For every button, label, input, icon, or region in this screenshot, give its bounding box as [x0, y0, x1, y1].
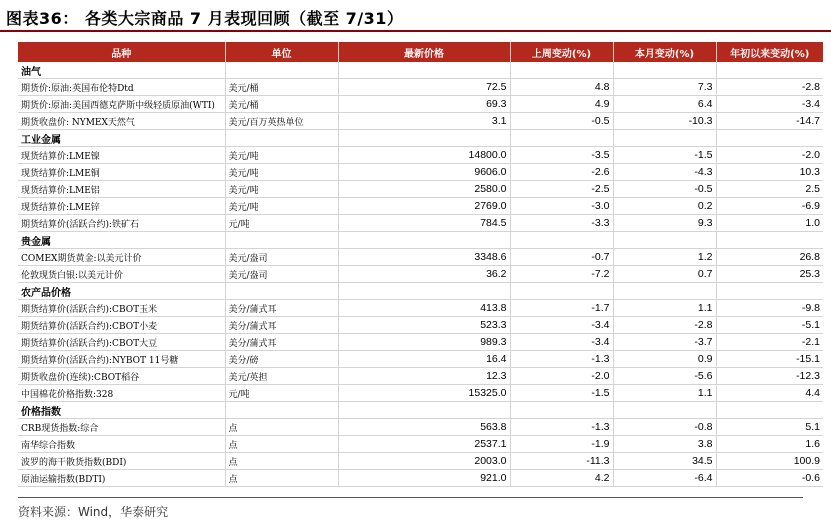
row-unit: 点	[225, 453, 338, 470]
row-ytd-change: 1.0	[716, 215, 823, 232]
category-label: 农产品价格	[18, 283, 225, 300]
row-price: 9606.0	[338, 164, 510, 181]
row-ytd-change: -15.1	[716, 351, 823, 368]
row-unit: 美元/桶	[225, 79, 338, 96]
table-row	[18, 96, 823, 113]
table-row	[18, 198, 823, 215]
row-ytd-change: -9.8	[716, 300, 823, 317]
table-row	[18, 215, 823, 232]
row-name: 期货价:原油:美国西德克萨斯中级轻质原油(WTI)	[18, 96, 225, 113]
row-monthly-change: -5.6	[613, 368, 716, 385]
table-row	[18, 453, 823, 470]
row-weekly-change: -7.2	[510, 266, 613, 283]
row-unit: 美元/英担	[225, 368, 338, 385]
row-name: COMEX期货黄金:以美元计价	[18, 249, 225, 266]
row-monthly-change: 9.3	[613, 215, 716, 232]
row-monthly-change: 7.3	[613, 79, 716, 96]
row-price: 69.3	[338, 96, 510, 113]
row-weekly-change: -2.5	[510, 181, 613, 198]
table-row	[18, 351, 823, 368]
title-rule	[0, 30, 831, 32]
row-monthly-change: 3.8	[613, 436, 716, 453]
row-name: 现货结算价:LME镍	[18, 147, 225, 164]
category-empty-cell	[510, 402, 613, 419]
row-monthly-change: -10.3	[613, 113, 716, 130]
row-name: 现货结算价:LME锌	[18, 198, 225, 215]
row-weekly-change: 4.8	[510, 79, 613, 96]
category-empty-cell	[338, 232, 510, 249]
row-weekly-change: -1.3	[510, 351, 613, 368]
table-row	[18, 266, 823, 283]
row-name: 期货结算价(活跃合约):CBOT玉米	[18, 300, 225, 317]
row-ytd-change: 1.6	[716, 436, 823, 453]
row-weekly-change: -3.4	[510, 317, 613, 334]
table-row	[18, 436, 823, 453]
category-row	[18, 130, 823, 147]
table-row	[18, 113, 823, 130]
category-empty-cell	[510, 130, 613, 147]
row-monthly-change: 6.4	[613, 96, 716, 113]
row-unit: 美元/吨	[225, 198, 338, 215]
commodity-table	[18, 42, 823, 487]
row-name: 期货结算价(活跃合约):铁矿石	[18, 215, 225, 232]
category-empty-cell	[716, 62, 823, 79]
row-price: 3348.6	[338, 249, 510, 266]
row-weekly-change: -0.7	[510, 249, 613, 266]
table-row	[18, 147, 823, 164]
row-unit: 美分/蒲式耳	[225, 334, 338, 351]
row-unit: 美分/磅	[225, 351, 338, 368]
row-ytd-change: 25.3	[716, 266, 823, 283]
row-name: 伦敦现货白银:以美元计价	[18, 266, 225, 283]
row-price: 523.3	[338, 317, 510, 334]
row-weekly-change: -1.3	[510, 419, 613, 436]
row-price: 563.8	[338, 419, 510, 436]
row-weekly-change: 4.2	[510, 470, 613, 487]
row-price: 921.0	[338, 470, 510, 487]
category-row	[18, 232, 823, 249]
row-unit: 美元/百万英热单位	[225, 113, 338, 130]
category-empty-cell	[510, 283, 613, 300]
category-row	[18, 62, 823, 79]
row-ytd-change: -14.7	[716, 113, 823, 130]
row-monthly-change: -2.8	[613, 317, 716, 334]
row-ytd-change: -5.1	[716, 317, 823, 334]
row-monthly-change: -6.4	[613, 470, 716, 487]
category-empty-cell	[613, 283, 716, 300]
row-monthly-change: -3.7	[613, 334, 716, 351]
row-name: 现货结算价:LME铝	[18, 181, 225, 198]
category-empty-cell	[613, 402, 716, 419]
row-price: 16.4	[338, 351, 510, 368]
category-empty-cell	[510, 232, 613, 249]
row-unit: 点	[225, 419, 338, 436]
row-unit: 美元/盎司	[225, 266, 338, 283]
category-empty-cell	[716, 232, 823, 249]
table-row	[18, 385, 823, 402]
row-ytd-change: -2.0	[716, 147, 823, 164]
row-monthly-change: 0.9	[613, 351, 716, 368]
row-unit: 元/吨	[225, 385, 338, 402]
category-empty-cell	[613, 130, 716, 147]
row-name: 期货结算价(活跃合约):CBOT大豆	[18, 334, 225, 351]
row-price: 2003.0	[338, 453, 510, 470]
row-price: 72.5	[338, 79, 510, 96]
row-name: 中国棉花价格指数:328	[18, 385, 225, 402]
table-row	[18, 334, 823, 351]
row-monthly-change: -1.5	[613, 147, 716, 164]
header-unit: 单位	[225, 42, 338, 62]
row-price: 2769.0	[338, 198, 510, 215]
row-name: 期货结算价(活跃合约):CBOT小麦	[18, 317, 225, 334]
row-ytd-change: -2.8	[716, 79, 823, 96]
row-ytd-change: -6.9	[716, 198, 823, 215]
row-price: 2537.1	[338, 436, 510, 453]
row-ytd-change: 2.5	[716, 181, 823, 198]
header-weekly-change: 上周变动(%)	[510, 42, 613, 62]
table-row	[18, 181, 823, 198]
category-label: 价格指数	[18, 402, 225, 419]
row-weekly-change: -1.9	[510, 436, 613, 453]
table-header-row	[18, 42, 823, 62]
row-monthly-change: -0.8	[613, 419, 716, 436]
source-note: 资料来源：Wind，华泰研究	[18, 505, 169, 519]
row-price: 413.8	[338, 300, 510, 317]
header-monthly-change: 本月变动(%)	[613, 42, 716, 62]
category-empty-cell	[716, 402, 823, 419]
row-monthly-change: 0.2	[613, 198, 716, 215]
row-monthly-change: 1.1	[613, 300, 716, 317]
table-row	[18, 249, 823, 266]
row-unit: 点	[225, 470, 338, 487]
category-empty-cell	[338, 130, 510, 147]
table-row	[18, 419, 823, 436]
category-empty-cell	[338, 62, 510, 79]
row-monthly-change: 0.7	[613, 266, 716, 283]
row-ytd-change: -2.1	[716, 334, 823, 351]
category-empty-cell	[716, 283, 823, 300]
row-ytd-change: 10.3	[716, 164, 823, 181]
row-unit: 美分/蒲式耳	[225, 300, 338, 317]
row-name: 期货结算价(活跃合约):NYBOT 11号糖	[18, 351, 225, 368]
category-empty-cell	[716, 130, 823, 147]
row-unit: 美元/吨	[225, 164, 338, 181]
header-latest-price: 最新价格	[338, 42, 510, 62]
row-monthly-change: 34.5	[613, 453, 716, 470]
row-unit: 美元/桶	[225, 96, 338, 113]
row-weekly-change: -3.3	[510, 215, 613, 232]
row-monthly-change: -4.3	[613, 164, 716, 181]
header-ytd-change: 年初以来变动(%)	[716, 42, 823, 62]
header-variety: 品种	[18, 42, 225, 62]
row-price: 12.3	[338, 368, 510, 385]
table-row	[18, 368, 823, 385]
category-label: 工业金属	[18, 130, 225, 147]
row-name: 南华综合指数	[18, 436, 225, 453]
row-weekly-change: -11.3	[510, 453, 613, 470]
category-row	[18, 283, 823, 300]
row-price: 2580.0	[338, 181, 510, 198]
row-ytd-change: -0.6	[716, 470, 823, 487]
figure-title: 图表36： 各类大宗商品 7 月表现回顾（截至 7/31）	[6, 9, 404, 28]
table-row	[18, 470, 823, 487]
row-monthly-change: 1.2	[613, 249, 716, 266]
row-ytd-change: 5.1	[716, 419, 823, 436]
row-weekly-change: 4.9	[510, 96, 613, 113]
row-ytd-change: -12.3	[716, 368, 823, 385]
row-price: 36.2	[338, 266, 510, 283]
category-empty-cell	[225, 402, 338, 419]
row-unit: 美元/盎司	[225, 249, 338, 266]
row-unit: 美分/蒲式耳	[225, 317, 338, 334]
category-empty-cell	[613, 232, 716, 249]
row-unit: 美元/吨	[225, 181, 338, 198]
category-empty-cell	[338, 283, 510, 300]
row-monthly-change: 1.1	[613, 385, 716, 402]
row-name: CRB现货指数:综合	[18, 419, 225, 436]
row-weekly-change: -3.5	[510, 147, 613, 164]
row-name: 期货价:原油:英国布伦特Dtd	[18, 79, 225, 96]
footer-rule	[18, 497, 803, 498]
category-label: 油气	[18, 62, 225, 79]
table-row	[18, 317, 823, 334]
row-name: 原油运输指数(BDTI)	[18, 470, 225, 487]
row-name: 现货结算价:LME铜	[18, 164, 225, 181]
row-name: 波罗的海干散货指数(BDI)	[18, 453, 225, 470]
row-unit: 美元/吨	[225, 147, 338, 164]
category-row	[18, 402, 823, 419]
row-weekly-change: -3.4	[510, 334, 613, 351]
row-weekly-change: -3.0	[510, 198, 613, 215]
row-ytd-change: 100.9	[716, 453, 823, 470]
category-empty-cell	[613, 62, 716, 79]
table-row	[18, 164, 823, 181]
row-unit: 元/吨	[225, 215, 338, 232]
row-weekly-change: -1.5	[510, 385, 613, 402]
row-price: 3.1	[338, 113, 510, 130]
category-label: 贵金属	[18, 232, 225, 249]
row-price: 15325.0	[338, 385, 510, 402]
table-body	[18, 62, 823, 487]
category-empty-cell	[338, 402, 510, 419]
category-empty-cell	[510, 62, 613, 79]
row-ytd-change: 26.8	[716, 249, 823, 266]
category-empty-cell	[225, 283, 338, 300]
category-empty-cell	[225, 62, 338, 79]
row-weekly-change: -2.0	[510, 368, 613, 385]
row-name: 期货收盘价(连续):CBOT稻谷	[18, 368, 225, 385]
row-ytd-change: 4.4	[716, 385, 823, 402]
row-monthly-change: -0.5	[613, 181, 716, 198]
table-row	[18, 79, 823, 96]
category-empty-cell	[225, 232, 338, 249]
row-ytd-change: -3.4	[716, 96, 823, 113]
row-weekly-change: -2.6	[510, 164, 613, 181]
table-row	[18, 300, 823, 317]
row-name: 期货收盘价: NYMEX天然气	[18, 113, 225, 130]
row-weekly-change: -1.7	[510, 300, 613, 317]
row-price: 784.5	[338, 215, 510, 232]
row-price: 989.3	[338, 334, 510, 351]
row-weekly-change: -0.5	[510, 113, 613, 130]
category-empty-cell	[225, 130, 338, 147]
row-price: 14800.0	[338, 147, 510, 164]
row-unit: 点	[225, 436, 338, 453]
